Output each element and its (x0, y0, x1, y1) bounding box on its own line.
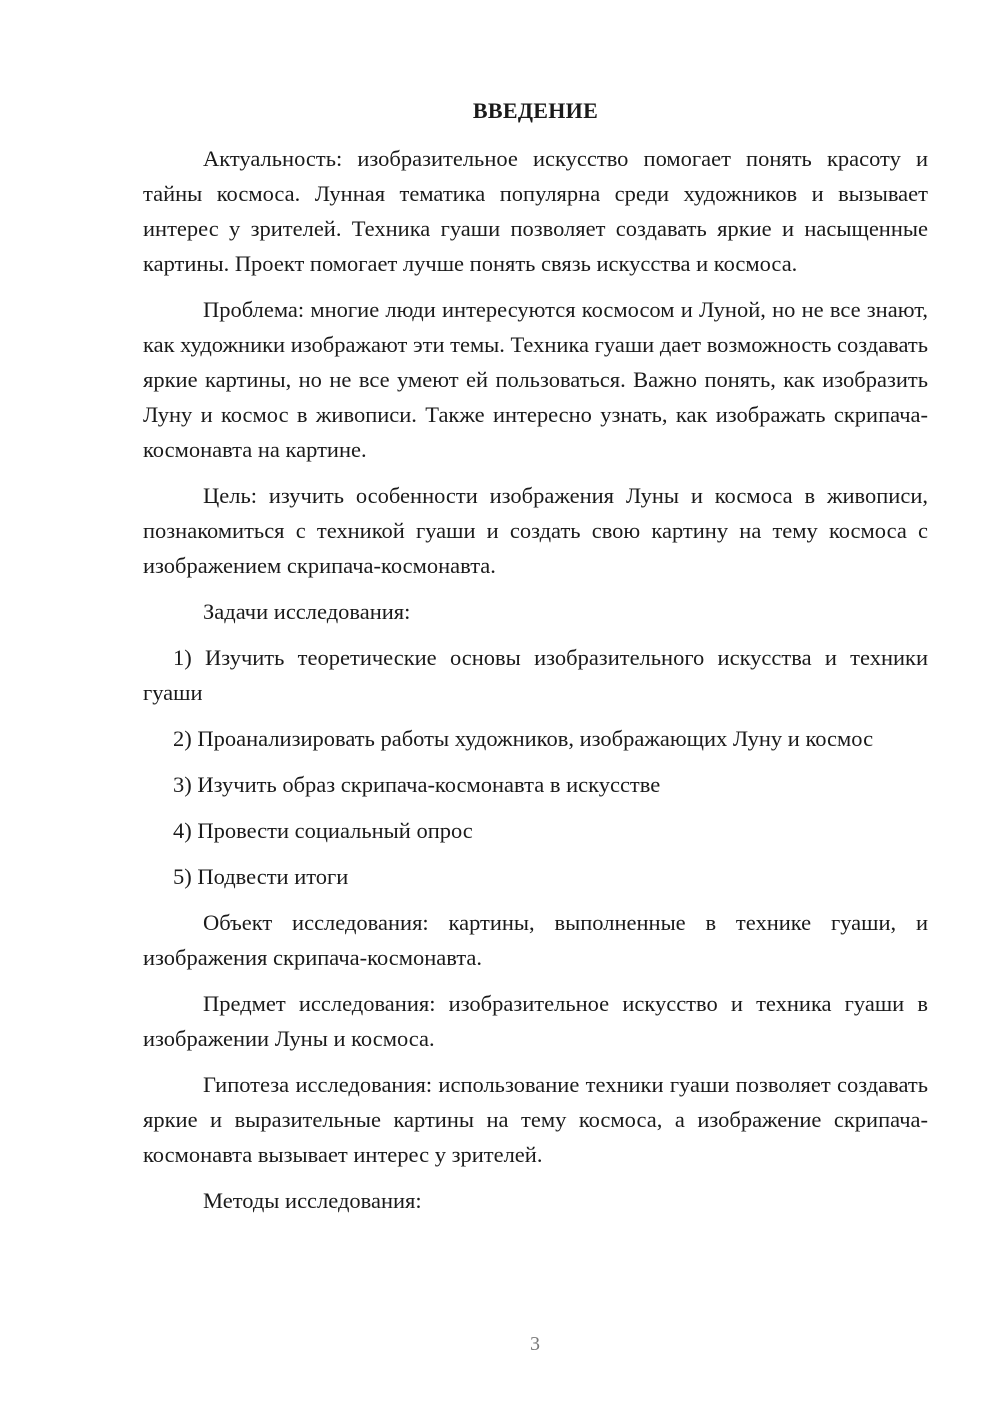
task-item-5: 5) Подвести итоги (173, 864, 349, 889)
task-item-4: 4) Провести социальный опрос (173, 818, 473, 843)
task-item-1: 1) Изучить теоретические основы изобразительного искусства и техники гуаши (143, 645, 928, 705)
task-item-3: 3) Изучить образ скрипача-космонавта в искусстве (173, 772, 661, 797)
problem-paragraph: Проблема: многие люди интересуются космосом и Луной, но не все знают, как художники изображают эти темы. Техника гуаши дает возможность создавать яркие картины, но не все умеют ей пользоваться. Важно понять, как изобразить Луну и космос в живописи. Также интересно узнать, как изображать скрипача-космонавта на картине. (143, 297, 928, 462)
document-page (143, 96, 928, 1218)
object-paragraph: Объект исследования: картины, выполненные в технике гуаши, и изображения скрипача-космонавта. (143, 910, 928, 970)
hypothesis-paragraph: Гипотеза исследования: использование техники гуаши позволяет создавать яркие и выразительные картины на тему космоса, а изображение скрипача-космонавта вызывает интерес у зрителей. (143, 1072, 928, 1167)
tasks-heading: Задачи исследования: (203, 599, 411, 624)
subject-paragraph: Предмет исследования: изобразительное искусство и техника гуаши в изображении Луны и космоса. (143, 991, 928, 1051)
section-title: ВВЕДЕНИЕ (472, 98, 599, 123)
task-item-2: 2) Проанализировать работы художников, изображающих Луну и космос (173, 726, 874, 751)
page-number: 3 (530, 1333, 540, 1355)
goal-paragraph: Цель: изучить особенности изображения Луны и космоса в живописи, познакомиться с техникой гуаши и создать свою картину на тему космоса с изображением скрипача-космонавта. (143, 483, 928, 578)
relevance-paragraph: Актуальность: изобразительное искусство помогает понять красоту и тайны космоса. Лунная тематика популярна среди художников и вызывает интерес у зрителей. Техника гуаши позволяет создавать яркие и насыщенные картины. Проект помогает лучше понять связь искусства и космоса. (143, 146, 928, 276)
methods-heading: Методы исследования: (203, 1188, 422, 1213)
